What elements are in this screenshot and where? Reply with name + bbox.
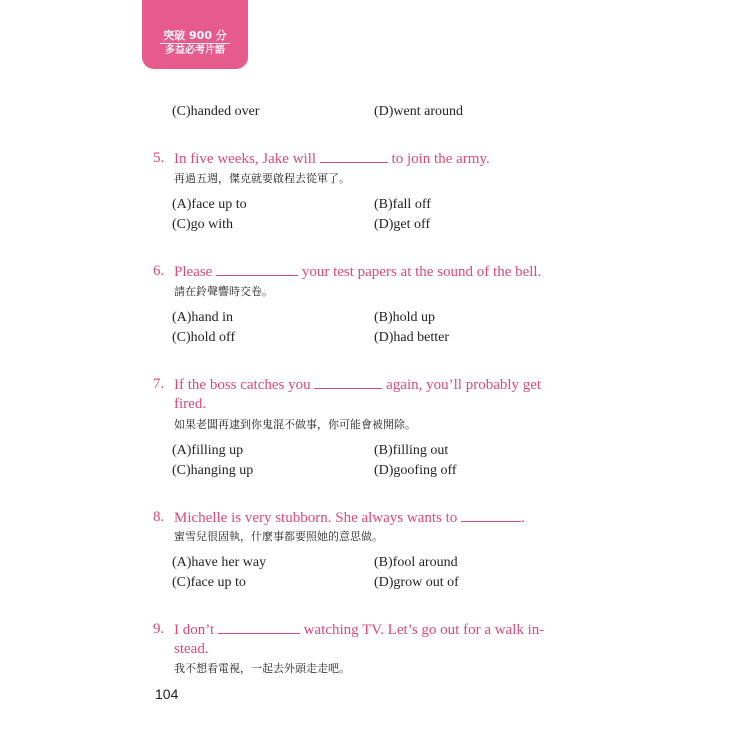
question-text: . (521, 510, 525, 526)
option-c: (C)hanging up (172, 463, 254, 478)
question-number: 6. (153, 263, 165, 279)
option-c-prev: (C)handed over (172, 104, 260, 119)
question-text: I don’t (174, 622, 218, 638)
answer-blank (461, 507, 521, 522)
option-a: (A)filling up (172, 443, 244, 458)
option-b: (B)filling out (374, 443, 449, 458)
translation: 請在鈴聲響時交卷。 (174, 285, 273, 298)
question-text: watching TV. Let’s go out for a walk in- (299, 622, 545, 638)
translation: 我不想看電視，一起去外頭走走吧。 (174, 662, 350, 675)
question-number: 7. (153, 376, 165, 392)
page-number: 104 (155, 686, 179, 702)
option-b: (B)fool around (374, 555, 458, 570)
question-text: to join the army. (387, 151, 490, 167)
question-text-continued: fired. (174, 396, 207, 412)
chapter-tab (142, 0, 248, 69)
chapter-title: 突破 900 分 (163, 29, 227, 42)
question-text: Michelle is very stubborn. She always wants to (174, 510, 462, 526)
option-c: (C)hold off (172, 330, 236, 345)
option-c: (C)face up to (172, 575, 246, 590)
answer-blank (218, 619, 300, 634)
question-number: 5. (153, 150, 165, 166)
translation: 蜜雪兒很固執，什麼事都要照她的意思做。 (174, 530, 383, 543)
chapter-subtitle: 多益必考片語 (165, 45, 225, 56)
question-number: 8. (153, 509, 165, 525)
chapter-divider (160, 43, 230, 44)
question-text: Please (174, 264, 217, 280)
answer-blank (320, 148, 388, 163)
option-d: (D)get off (374, 217, 431, 232)
translation: 如果老闆再逮到你鬼混不做事，你可能會被開除。 (174, 418, 416, 431)
option-a: (A)face up to (172, 197, 247, 212)
answer-blank (216, 261, 298, 276)
option-a: (A)have her way (172, 555, 267, 570)
question-text: In five weeks, Jake will (174, 151, 320, 167)
question-number: 9. (153, 621, 165, 637)
option-b: (B)hold up (374, 310, 436, 325)
option-d: (D)had better (374, 330, 450, 345)
option-d: (D)grow out of (374, 575, 459, 590)
option-d: (D)goofing off (374, 463, 457, 478)
translation: 再過五週，傑克就要啟程去從軍了。 (174, 172, 350, 185)
question-text-continued: stead. (174, 641, 209, 657)
option-d-prev: (D)went around (374, 104, 464, 119)
question-text: If the boss catches you (174, 377, 315, 393)
question-text: again, you’ll probably get (382, 377, 542, 393)
option-a: (A)hand in (172, 310, 234, 325)
question-text: your test papers at the sound of the bell. (298, 264, 542, 280)
option-b: (B)fall off (374, 197, 431, 212)
option-c: (C)go with (172, 217, 234, 232)
answer-blank (314, 374, 382, 389)
